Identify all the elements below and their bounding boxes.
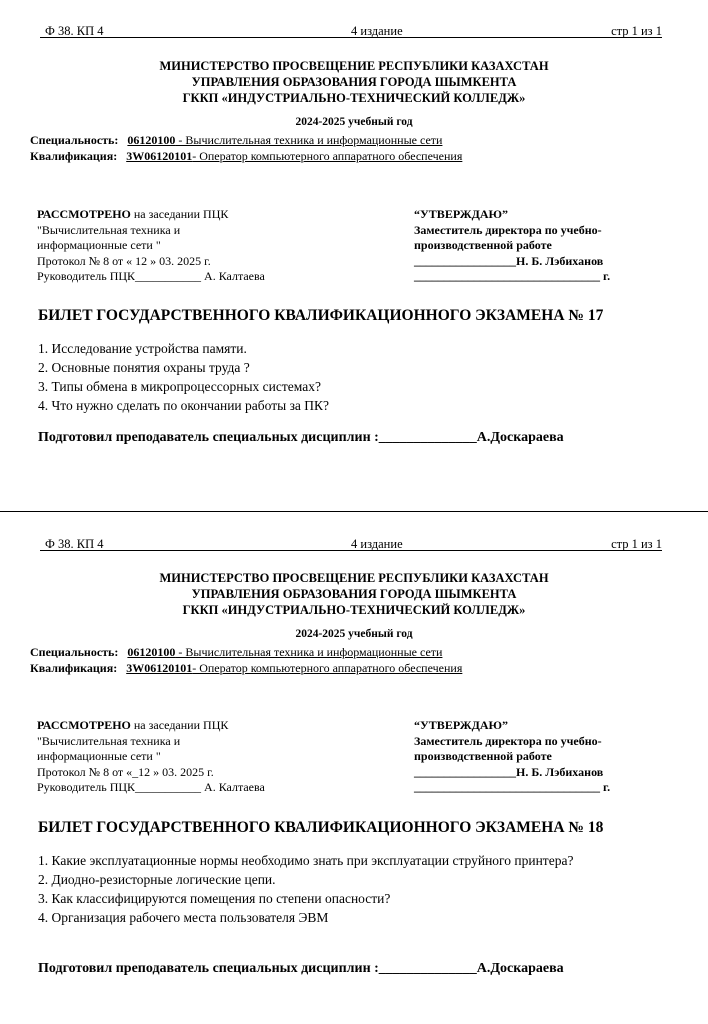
question-3: 3. Как классифицируются помещения по степени опасности? <box>38 891 391 906</box>
page-number: стр 1 из 1 <box>611 24 662 38</box>
qualification-label: Квалификация: <box>30 149 118 163</box>
reviewed-head: Руководитель ПЦК___________ А. Калтаева <box>37 269 265 284</box>
questions-list <box>38 339 329 415</box>
approved-block <box>414 718 610 796</box>
ticket-title: БИЛЕТ ГОСУДАРСТВЕННОГО КВАЛИФИКАЦИОННОГО ЭКЗАМЕНА № 18 <box>38 819 604 836</box>
specialty-line <box>30 645 442 660</box>
academic-year: 2024-2025 учебный год <box>295 628 413 640</box>
approved-signature: _________________Н. Б. Лэбиханов <box>414 253 604 268</box>
qualification-line <box>30 149 462 164</box>
form-code: Ф 38. КП 4 <box>45 537 104 551</box>
approved-line-3: производственной работе <box>414 749 552 764</box>
prepared-by: Подготовил преподаватель специальных дисциплин :______________А.Доскараева <box>38 961 564 976</box>
edition: 4 издание <box>351 24 403 38</box>
specialty-code: 06120100 <box>127 133 176 147</box>
academic-year: 2024-2025 учебный год <box>295 116 413 128</box>
question-4: 4. Что нужно сделать по окончании работы за ПК? <box>38 398 330 413</box>
specialty-label: Специальность: <box>30 645 119 659</box>
form-code: Ф 38. КП 4 <box>45 24 104 38</box>
reviewed-block <box>37 718 265 796</box>
edition: 4 издание <box>351 537 403 551</box>
prepared-by: Подготовил преподаватель специальных дисциплин :______________А.Доскараева <box>38 430 564 445</box>
approved-block <box>414 207 610 285</box>
question-1: 1. Исследование устройства памяти. <box>38 341 247 356</box>
qualification-text: - Оператор компьютерного аппаратного обеспечения <box>192 661 463 675</box>
ticket-title: БИЛЕТ ГОСУДАРСТВЕННОГО КВАЛИФИКАЦИОННОГО ЭКЗАМЕНА № 17 <box>38 307 604 324</box>
org-line-3: ГККП «ИНДУСТРИАЛЬНО-ТЕХНИЧЕСКИЙ КОЛЛЕДЖ» <box>182 603 526 617</box>
page-number: стр 1 из 1 <box>611 537 662 551</box>
approved-date: _______________________________ г. <box>414 269 611 284</box>
reviewed-title: РАССМОТРЕНО <box>37 207 131 221</box>
reviewed-title-rest: на заседании ПЦК <box>130 207 229 221</box>
qualification-line <box>30 661 462 676</box>
specialty-line <box>30 133 442 148</box>
approved-line-3: производственной работе <box>414 238 552 253</box>
page-divider <box>0 511 708 512</box>
reviewed-line-2: "Вычислительная техника и <box>37 222 181 237</box>
specialty-code: 06120100 <box>127 645 176 659</box>
reviewed-line-2: "Вычислительная техника и <box>37 733 181 748</box>
qualification-label: Квалификация: <box>30 661 118 675</box>
specialty-text: - Вычислительная техника и информационные сети <box>175 645 443 659</box>
qualification-code: 3W06120101 <box>126 661 193 675</box>
org-line-2: УПРАВЛЕНИЯ ОБРАЗОВАНИЯ ГОРОДА ШЫМКЕНТА <box>191 75 517 89</box>
reviewed-title: РАССМОТРЕНО <box>37 718 131 732</box>
reviewed-title-rest: на заседании ПЦК <box>130 718 229 732</box>
org-line-2: УПРАВЛЕНИЯ ОБРАЗОВАНИЯ ГОРОДА ШЫМКЕНТА <box>191 587 517 601</box>
specialty-text: - Вычислительная техника и информационные сети <box>175 133 443 147</box>
reviewed-line-3: информационные сети " <box>37 749 161 764</box>
reviewed-protocol: Протокол № 8 от «_12 » 03. 2025 г. <box>37 764 214 779</box>
approved-line-2: Заместитель директора по учебно- <box>414 733 602 748</box>
qualification-code: 3W06120101 <box>126 149 193 163</box>
header-rule <box>40 37 662 38</box>
approved-title: “УТВЕРЖДАЮ” <box>414 207 509 221</box>
question-2: 2. Основные понятия охраны труда ? <box>38 360 250 375</box>
org-line-3: ГККП «ИНДУСТРИАЛЬНО-ТЕХНИЧЕСКИЙ КОЛЛЕДЖ» <box>182 91 526 105</box>
approved-title: “УТВЕРЖДАЮ” <box>414 718 509 732</box>
approved-line-2: Заместитель директора по учебно- <box>414 222 602 237</box>
specialty-label: Специальность: <box>30 133 119 147</box>
question-2: 2. Диодно-резисторные логические цепи. <box>38 872 276 887</box>
reviewed-protocol: Протокол № 8 от « 12 » 03. 2025 г. <box>37 253 211 268</box>
org-line-1: МИНИСТЕРСТВО ПРОСВЕЩЕНИЕ РЕСПУБЛИКИ КАЗАХСТАН <box>159 571 549 585</box>
approved-signature: _________________Н. Б. Лэбиханов <box>414 764 604 779</box>
reviewed-block <box>37 207 265 285</box>
question-4: 4. Организация рабочего места пользователя ЭВМ <box>38 910 329 925</box>
reviewed-line-3: информационные сети " <box>37 238 161 253</box>
question-3: 3. Типы обмена в микропроцессорных системах? <box>38 379 321 394</box>
org-line-1: МИНИСТЕРСТВО ПРОСВЕЩЕНИЕ РЕСПУБЛИКИ КАЗАХСТАН <box>159 59 549 73</box>
reviewed-head: Руководитель ПЦК___________ А. Калтаева <box>37 780 265 795</box>
approved-date: _______________________________ г. <box>414 780 611 795</box>
question-1: 1. Какие эксплуатационные нормы необходимо знать при эксплуатации струйного принтера? <box>38 853 574 868</box>
header-rule <box>40 550 662 551</box>
qualification-text: - Оператор компьютерного аппаратного обеспечения <box>192 149 463 163</box>
questions-list <box>38 851 573 927</box>
